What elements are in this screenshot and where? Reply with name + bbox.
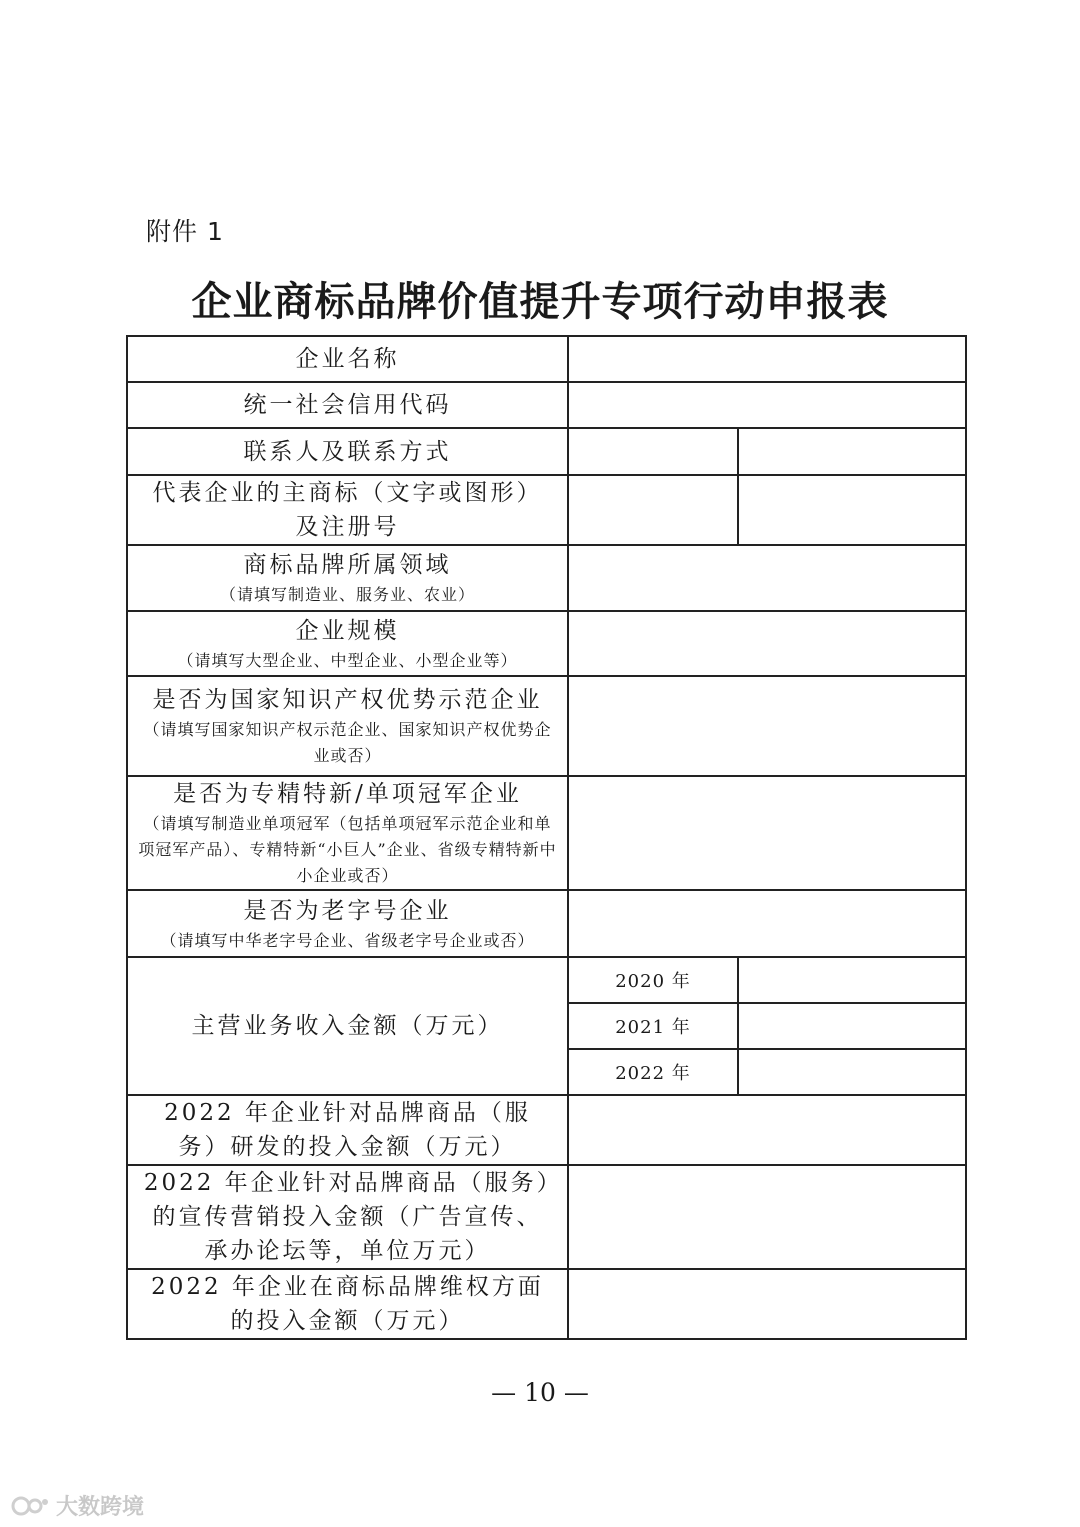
heritage-field[interactable] xyxy=(568,890,966,957)
revenue-2022-field[interactable] xyxy=(738,1049,966,1095)
attachment-label: 附件 1 xyxy=(146,217,224,246)
contact-method-field[interactable] xyxy=(738,428,966,475)
ip-advantage-label: 是否为国家知识产权优势示范企业 （请填写国家知识产权示范企业、国家知识产权优势企业或否） xyxy=(127,676,568,776)
company-name-label: 企业名称 xyxy=(127,336,568,382)
marketing-investment-field[interactable] xyxy=(568,1165,966,1269)
rd-investment-field[interactable] xyxy=(568,1095,966,1165)
registration-number-field[interactable] xyxy=(738,475,966,545)
credit-code-label: 统一社会信用代码 xyxy=(127,382,568,428)
champion-label: 是否为专精特新/单项冠军企业 （请填写制造业单项冠军（包括单项冠军示范企业和单项冠军产品）、专精特新“小巨人”企业、省级专精特新中小企业或否） xyxy=(127,776,568,890)
credit-code-field[interactable] xyxy=(568,382,966,428)
revenue-2020-field[interactable] xyxy=(738,957,966,1003)
trademark-field[interactable] xyxy=(568,475,738,545)
scale-field[interactable] xyxy=(568,611,966,676)
domain-field[interactable] xyxy=(568,545,966,611)
rights-investment-label: 2022 年企业在商标品牌维权方面的投入金额（万元） xyxy=(127,1269,568,1339)
contact-label: 联系人及联系方式 xyxy=(127,428,568,475)
ip-advantage-field[interactable] xyxy=(568,676,966,776)
year-2020-label: 2020 年 xyxy=(568,957,738,1003)
year-2022-label: 2022 年 xyxy=(568,1049,738,1095)
champion-field[interactable] xyxy=(568,776,966,890)
revenue-2021-field[interactable] xyxy=(738,1003,966,1049)
watermark-text: 大数跨境 xyxy=(56,1495,145,1520)
scale-label: 企业规模 （请填写大型企业、中型企业、小型企业等） xyxy=(127,611,568,676)
trademark-label: 代表企业的主商标（文字或图形） 及注册号 xyxy=(127,475,568,545)
domain-label: 商标品牌所属领域 （请填写制造业、服务业、农业） xyxy=(127,545,568,611)
rd-investment-label: 2022 年企业针对品牌商品（服务）研发的投入金额（万元） xyxy=(127,1095,568,1165)
rights-investment-field[interactable] xyxy=(568,1269,966,1339)
company-name-field[interactable] xyxy=(568,336,966,382)
year-2021-label: 2021 年 xyxy=(568,1003,738,1049)
page-number: — 10 — xyxy=(491,1378,589,1407)
watermark xyxy=(10,1490,144,1521)
heritage-label: 是否为老字号企业 （请填写中华老字号企业、省级老字号企业或否） xyxy=(127,890,568,957)
watermark-logo-icon xyxy=(10,1494,50,1518)
marketing-investment-label: 2022 年企业针对品牌商品（服务）的宣传营销投入金额（广告宣传、承办论坛等，单位万元） xyxy=(127,1165,568,1269)
form-title: 企业商标品牌价值提升专项行动申报表 xyxy=(191,278,889,325)
revenue-label: 主营业务收入金额（万元） xyxy=(127,957,568,1095)
contact-person-field[interactable] xyxy=(568,428,738,475)
application-form-table xyxy=(126,335,967,1340)
